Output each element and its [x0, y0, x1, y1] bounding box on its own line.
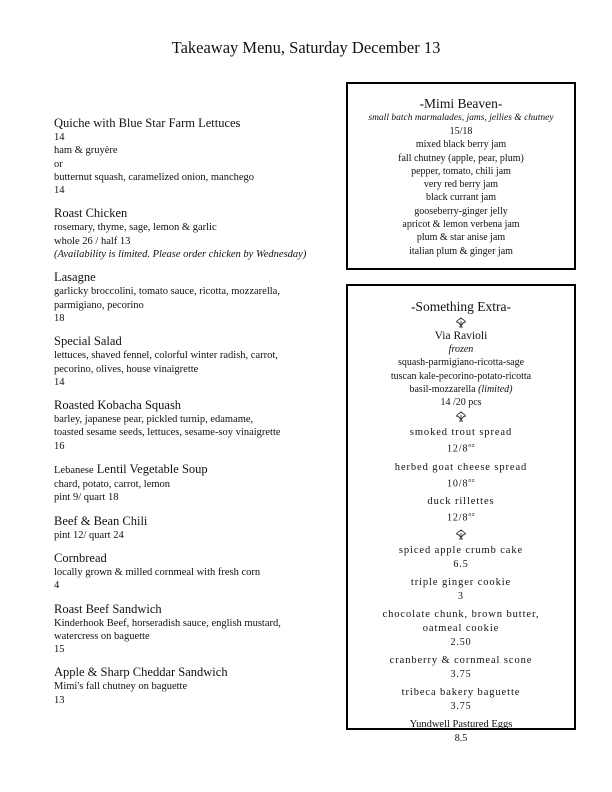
menu-item-title: Lentil Vegetable Soup [96, 462, 208, 477]
menu-item-detail: whole 26 / half 13 [54, 235, 131, 247]
jam-item: very red berry jam [423, 179, 499, 191]
extra-title: -Something Extra- [410, 299, 512, 314]
sweet-item [348, 544, 574, 571]
menu-item-detail: garlicky broccolini, tomato sauce, ricotta, mozzarella, [54, 286, 280, 298]
jam-item: mixed black berry jam [415, 139, 507, 151]
mimi-subtitle: small batch marmalades, jams, jellies & chutney [368, 113, 554, 123]
menu-item-title: Quiche with Blue Star Farm Lettuces [54, 116, 241, 130]
jam-item: apricot & lemon verbena jam [402, 219, 520, 231]
menu-item-detail: 14 [54, 185, 65, 197]
menu-item [54, 514, 339, 542]
sweet-item [348, 686, 574, 713]
fleuron-icon [455, 411, 467, 422]
menu-item-title: Beef & Bean Chili [54, 513, 148, 528]
mimi-price: 15/18 [449, 126, 473, 137]
ravioli-flavor: tuscan kale-pecorino-potato-ricotta [390, 370, 532, 382]
spread-item [348, 495, 574, 524]
menu-item-detail: Mimi's fall chutney on baguette [54, 681, 188, 693]
fleuron-icon [455, 529, 467, 540]
menu-item-detail: pint 9/ quart 18 [54, 492, 119, 504]
menu-item [54, 665, 339, 707]
ravioli-limited-note: (limited) [478, 383, 513, 395]
mimi-beaven-box [346, 82, 576, 270]
menu-item-detail: butternut squash, caramelized onion, manchego [54, 171, 255, 183]
menu-item-detail: 18 [54, 312, 65, 324]
jam-item: black currant jam [426, 192, 496, 204]
menu-item-name [54, 206, 339, 221]
menu-item-name [54, 514, 339, 529]
eggs-name: Yundwell Pastured Eggs [409, 719, 513, 731]
menu-item-name [54, 462, 339, 478]
menu-item-title: Cornbread [54, 550, 107, 565]
menu-item [54, 206, 339, 261]
menu-item [54, 116, 339, 197]
something-extra-box [346, 284, 576, 744]
menu-item-detail: toasted sesame seeds, lettuces, sesame-soy vinaigrette [54, 427, 281, 439]
jam-item: pepper, tomato, chili jam [411, 165, 511, 177]
sweet-price: 3 [458, 591, 464, 603]
spread-price [348, 509, 574, 524]
spread-price-value: 10/8 [446, 478, 469, 490]
menu-item-title: Apple & Sharp Cheddar Sandwich [54, 665, 228, 680]
jam-item: plum & star anise jam [416, 232, 506, 244]
menu-item-detail: rosemary, thyme, sage, lemon & garlic [54, 222, 217, 234]
menu-item-detail: or [54, 158, 63, 170]
menu-item [54, 551, 339, 593]
menu-item-detail: pecorino, olives, house vinaigrette [54, 363, 199, 375]
sweet-price: 6.5 [453, 559, 469, 571]
sweet-item [348, 608, 574, 649]
menu-item-title: Lasagne [54, 270, 96, 285]
menu-item-title: Roasted Kobacha Squash [54, 398, 182, 413]
ravioli-flavor-limited [348, 383, 574, 396]
page-title: Takeaway Menu, Saturday December 13 [171, 38, 441, 57]
spread-item [348, 461, 574, 490]
fleuron-icon [455, 317, 467, 328]
via-ravioli-name: Via Ravioli [434, 330, 488, 342]
sweet-item [348, 576, 574, 603]
jam-item: fall chutney (apple, pear, plum) [398, 152, 524, 164]
menu-item [54, 602, 339, 657]
menu-item-detail: 4 [54, 580, 60, 592]
menu-item [54, 398, 339, 453]
sweet-name: cranberry & cornmeal scone [389, 655, 533, 667]
menu-item-detail: Kinderhook Beef, horseradish sauce, english mustard, [54, 617, 281, 629]
sweet-name: chocolate chunk, brown butter, oatmeal cookie [382, 609, 540, 635]
via-ravioli-note: frozen [448, 344, 474, 355]
spread-price-value: 12/8 [446, 512, 469, 524]
spread-price [348, 440, 574, 455]
sweet-name: tribeca bakery baguette [401, 687, 521, 699]
menu-item [54, 270, 339, 325]
menu-item-detail: 14 [54, 132, 65, 143]
menu-item [54, 462, 339, 505]
menu-item [54, 334, 339, 389]
mimi-title: -Mimi Beaven- [419, 96, 503, 111]
menu-item-title: Roast Beef Sandwich [54, 601, 162, 616]
spread-name: smoked trout spread [409, 427, 513, 439]
menu-item-prefix: Lebanese [54, 465, 94, 477]
sweets-list [348, 544, 574, 713]
sweet-item [348, 654, 574, 681]
menu-item-detail: locally grown & milled cornmeal with fresh corn [54, 566, 261, 578]
spread-item [348, 426, 574, 455]
menu-item-detail: parmigiano, pecorino [54, 299, 144, 311]
menu-item-detail: barley, japanese pear, pickled turnip, edamame, [54, 414, 254, 426]
menu-item-detail: chard, potato, carrot, lemon [54, 479, 171, 491]
sweet-price: 3.75 [450, 701, 472, 713]
menu-item-detail: (Availability is limited. Please order chicken by Wednesday) [54, 249, 307, 261]
menu-item-name [54, 398, 339, 413]
spread-price-value: 12/8 [446, 443, 469, 455]
spread-list [348, 426, 574, 524]
menu-item-detail: pint 12/ quart 24 [54, 529, 124, 541]
menu-item-detail: 14 [54, 376, 65, 388]
sweet-name: triple ginger cookie [410, 577, 512, 589]
eggs-price: 8.5 [454, 732, 468, 744]
menu-item-detail: 15 [54, 644, 65, 656]
menu-item-name [54, 551, 339, 566]
menu-item-title: Special Salad [54, 334, 122, 349]
jam-list [348, 138, 574, 258]
spread-unit: oz [468, 443, 476, 450]
ravioli-flavor: squash-parmigiano-ricotta-sage [397, 357, 525, 369]
menu-item-detail: 13 [54, 694, 65, 706]
spread-name: duck rillettes [427, 496, 495, 508]
spread-price [348, 475, 574, 490]
jam-item: gooseberry-ginger jelly [414, 205, 508, 217]
spread-unit: oz [468, 512, 476, 519]
spread-name: herbed goat cheese spread [394, 461, 528, 473]
menu-item-detail: lettuces, shaved fennel, colorful winter radish, carrot, [54, 350, 278, 362]
jam-item: italian plum & ginger jam [409, 245, 513, 257]
menu-item-detail: 16 [54, 440, 65, 452]
menu-list [54, 116, 339, 716]
menu-item-name [54, 602, 339, 617]
menu-item-detail: watercress on baguette [54, 630, 150, 642]
sweet-price: 2.50 [450, 637, 472, 649]
menu-item-name [54, 270, 339, 285]
spread-unit: oz [468, 477, 476, 484]
menu-item-name [54, 334, 339, 349]
menu-item-detail: ham & gruyère [54, 145, 118, 157]
ravioli-flavor-text: basil-mozzarella [409, 383, 476, 395]
ravioli-flavor-list [348, 356, 574, 383]
ravioli-price: 14 /20 pcs [440, 397, 482, 409]
menu-item-name [54, 116, 339, 131]
sweet-price: 3.75 [450, 669, 472, 681]
sweet-name: spiced apple crumb cake [398, 545, 524, 557]
menu-item-title: Roast Chicken [54, 206, 128, 221]
menu-item-name [54, 665, 339, 680]
